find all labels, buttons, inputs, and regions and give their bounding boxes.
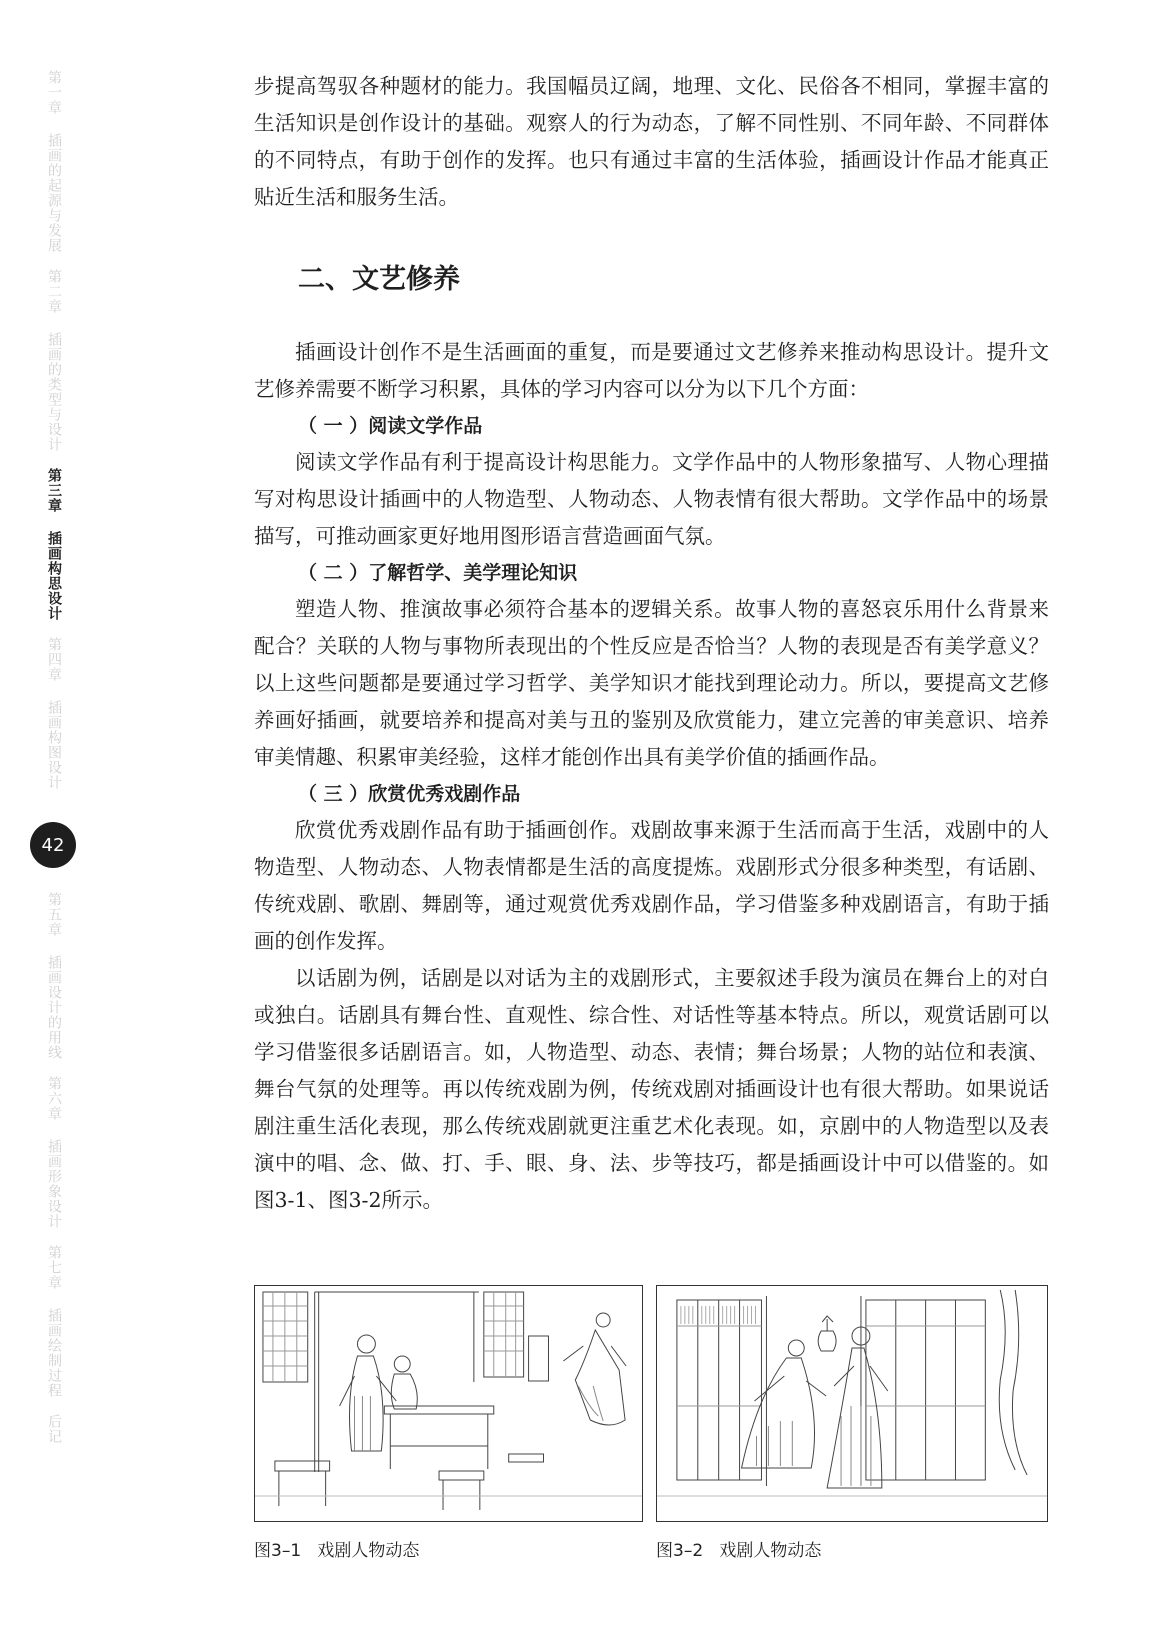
drama-scene-illustration-2 [657,1286,1047,1521]
nav-chapter-4[interactable] [40,637,68,790]
figure-3-2-caption: 图3–2 戏剧人物动态 [656,1541,822,1561]
figure-3-2-illustration [656,1285,1048,1522]
nav-chapter-label: 后记 [46,1414,62,1444]
nav-chapter-title: 插画的类型与设计 [46,332,62,452]
figure-row [254,1285,1051,1575]
nav-chapter-title: 插画设计的用线 [46,955,62,1060]
nav-chapter-5[interactable] [40,892,68,1060]
figure-3-1-caption: 图3–1 戏剧人物动态 [254,1541,420,1561]
paragraph-drama-1: 欣赏优秀戏剧作品有助于插画创作。戏剧故事来源于生活而高于生活，戏剧中的人物造型、人物动态、人物表情都是生活的高度提炼。戏剧形式分很多种类型，有话剧、传统戏剧、歌剧、舞剧等，通过观赏优秀戏剧作品，学习借鉴多种戏剧语言，有助于插画的创作发挥。 [254,818,1049,953]
nav-chapter-label: 第五章 [46,892,62,937]
nav-chapter-title: 插画绘制过程 [46,1308,62,1398]
nav-chapter-title: 插画构图设计 [46,700,62,790]
nav-chapter-title: 插画形象设计 [46,1139,62,1229]
nav-afterword[interactable] [40,1414,68,1444]
figure-3-1-illustration [254,1285,643,1522]
section-intro-paragraph: 插画设计创作不是生活画面的重复，而是要通过文艺修养来推动构思设计。提升文艺修养需要不断学习积累，具体的学习内容可以分为以下几个方面： [254,340,1049,401]
figure-3-1 [254,1285,643,1561]
nav-chapter-label: 第三章 [46,468,62,513]
nav-chapter-2[interactable] [40,269,68,452]
section-title: 二、文艺修养 [298,264,460,295]
nav-chapter-1[interactable] [40,70,68,253]
subheading-drama: （ 三 ）欣赏优秀戏剧作品 [298,783,521,805]
drama-scene-illustration-1 [255,1286,642,1521]
nav-chapter-label: 第七章 [46,1245,62,1290]
main-content [254,68,1049,1219]
nav-chapter-title: 插画构思设计 [46,531,62,621]
subheading-reading-literature: （ 一 ）阅读文学作品 [298,415,483,437]
nav-chapter-title: 插画的起源与发展 [46,133,62,253]
paragraph-philosophy-aesthetics: 塑造人物、推演故事必须符合基本的逻辑关系。故事人物的喜怒哀乐用什么背景来配合？关联的人物与事物所表现出的个性反应是否恰当？人物的表现是否有美学意义？以上这些问题都是要通过学习哲学、美学知识才能找到理论动力。所以，要提高文艺修养画好插画，就要培养和提高对美与丑的鉴别及欣赏能力，建立完善的审美意识、培养审美情趣、积累审美经验，这样才能创作出具有美学价值的插画作品。 [254,597,1049,769]
nav-chapter-label: 第六章 [46,1076,62,1121]
subheading-philosophy-aesthetics: （ 二 ）了解哲学、美学理论知识 [298,562,578,584]
page-number-badge: 42 [30,822,76,868]
nav-chapter-label: 第四章 [46,637,62,682]
paragraph-reading-literature: 阅读文学作品有利于提高设计构思能力。文学作品中的人物形象描写、人物心理描写对构思设计插画中的人物造型、人物动态、人物表情有很大帮助。文学作品中的场景描写，可推动画家更好地用图形语言营造画面气氛。 [254,450,1049,548]
nav-chapter-3[interactable] [40,468,68,621]
figure-3-2 [656,1285,1048,1561]
chapter-sidebar [40,70,68,1462]
paragraph-drama-2: 以话剧为例，话剧是以对话为主的戏剧形式，主要叙述手段为演员在舞台上的对白或独白。话剧具有舞台性、直观性、综合性、对话性等基本特点。所以，观赏话剧可以学习借鉴很多话剧语言。如，人物造型、动态、表情；舞台场景；人物的站位和表演、舞台气氛的处理等。再以传统戏剧为例，传统戏剧对插画设计也有很大帮助。如果说话剧注重生活化表现，那么传统戏剧就更注重艺术化表现。如，京剧中的人物造型以及表演中的唱、念、做、打、手、眼、身、法、步等技巧，都是插画设计中可以借鉴的。如图3-1、图3-2所示。 [254,966,1049,1212]
nav-chapter-label: 第一章 [46,70,62,115]
intro-paragraph: 步提高驾驭各种题材的能力。我国幅员辽阔，地理、文化、民俗各不相同，掌握丰富的生活知识是创作设计的基础。观察人的行为动态，了解不同性别、不同年龄、不同群体的不同特点，有助于创作的发挥。也只有通过丰富的生活体验，插画设计作品才能真正贴近生活和服务生活。 [254,74,1049,209]
nav-chapter-7[interactable] [40,1245,68,1398]
nav-chapter-label: 第二章 [46,269,62,314]
nav-chapter-6[interactable] [40,1076,68,1229]
